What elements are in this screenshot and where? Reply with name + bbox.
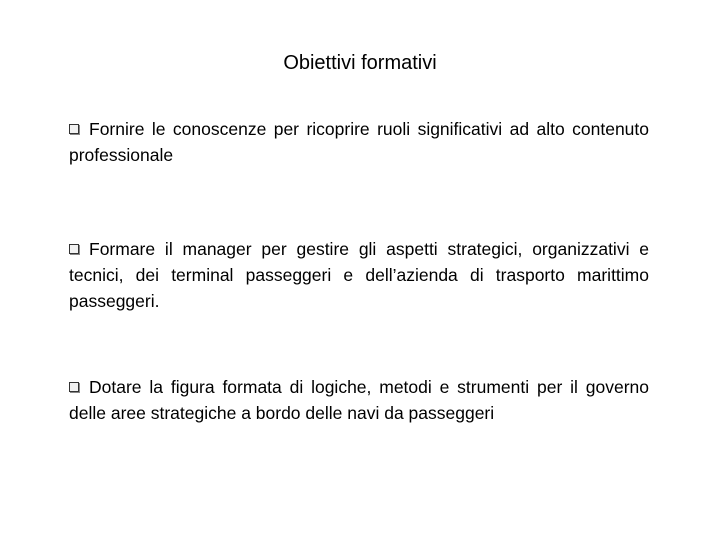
square-bullet-icon [69,382,79,392]
slide-title: Obiettivi formativi [283,52,437,74]
square-bullet-icon [69,124,79,134]
bullet-text: Fornire le conoscenze per ricoprire ruoli significativi ad alto contenuto professionale [69,119,649,165]
square-bullet-icon [69,244,79,254]
bullet-item [69,374,649,426]
bullet-item [69,116,649,168]
bullet-text: Dotare la figura formata di logiche, metodi e strumenti per il governo delle aree strategiche a bordo delle navi da passeggeri [69,377,649,423]
bullet-item [69,236,649,314]
bullet-text: Formare il manager per gestire gli aspetti strategici, organizzativi e tecnici, dei terminal passeggeri e dell’azienda di trasporto marittimo passeggeri. [69,239,649,311]
